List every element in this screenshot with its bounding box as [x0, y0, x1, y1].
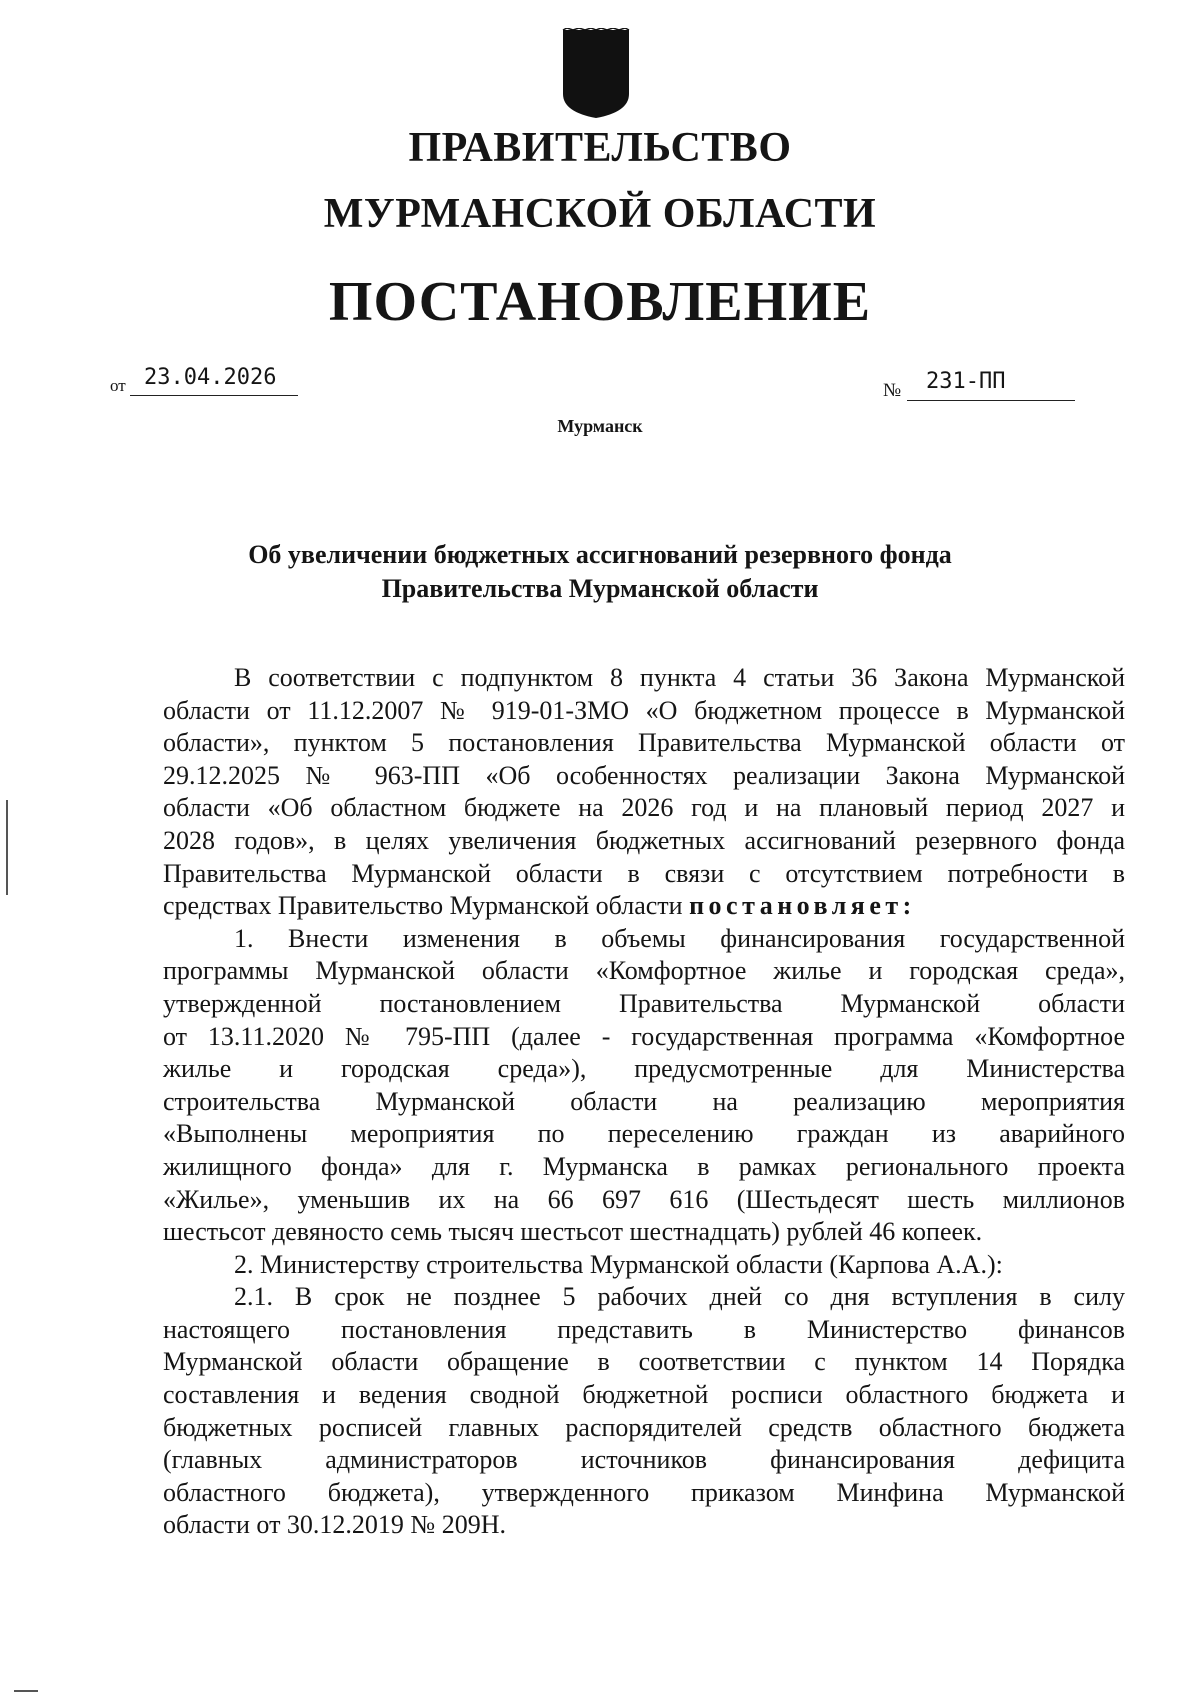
body-text: [163, 662, 1125, 1542]
preamble-line: области «Об областном бюджете на 2026 год и на плановый период 2027 и: [163, 793, 1125, 823]
city-name: Мурманск: [557, 416, 643, 436]
government-title-line1: ПРАВИТЕЛЬСТВО: [408, 125, 792, 171]
item2-1-line: области от 30.12.2019 № 209Н.: [163, 1510, 507, 1540]
item2-1-line: бюджетных росписей главных распорядителей средств областного бюджета: [163, 1412, 1125, 1442]
preamble-line: области», пунктом 5 постановления Правительства Мурманской области от: [163, 728, 1125, 758]
scan-artifact-bottom: [14, 1690, 38, 1692]
item1-line: жилищного фонда» для г. Мурманска в рамках регионального проекта: [163, 1151, 1125, 1181]
number-label: №: [883, 380, 902, 401]
item2-1-line: Мурманской области обращение в соответствии с пунктом 14 Порядка: [163, 1347, 1125, 1377]
item1-line: строительства Мурманской области на реализацию мероприятия: [163, 1086, 1125, 1116]
decides-word: постановляет:: [689, 891, 916, 921]
preamble-line: области от 11.12.2007 № 919-01-ЗМО «О бюджетном процессе в Мурманской: [163, 695, 1125, 725]
date-underline: [130, 395, 298, 396]
item2-1-line: областного бюджета), утвержденного приказом Минфина Мурманской: [163, 1477, 1125, 1507]
preamble-line: Правительства Мурманской области в связи с отсутствием потребности в: [163, 858, 1125, 888]
item2-1-line: составления и ведения сводной бюджетной росписи областного бюджета и: [163, 1380, 1125, 1410]
subject-line2: Правительства Мурманской области: [381, 574, 819, 603]
item1-line: жилье и городская среда»), предусмотренные для Министерства: [163, 1054, 1125, 1084]
item1-line: утвержденной постановлением Правительства Мурманской области: [163, 988, 1125, 1018]
item1-line: 1. Внести изменения в объемы финансирования государственной: [234, 923, 1125, 953]
item1-line: от 13.11.2020 № 795-ПП (далее - государственная программа «Комфортное: [163, 1021, 1125, 1051]
date-label: от: [110, 376, 126, 395]
preamble-line: В соответствии с подпунктом 8 пункта 4 статьи 36 Закона Мурманской: [234, 663, 1125, 692]
item1-line: «Жилье», уменьшив их на 66 697 616 (Шестьдесят шесть миллионов: [163, 1184, 1125, 1214]
item1-line: шестьсот девяносто семь тысяч шестьсот шестнадцать) рублей 46 копеек.: [163, 1217, 983, 1247]
government-title-line2: МУРМАНСКОЙ ОБЛАСТИ: [323, 191, 877, 237]
date-value: 23.04.2026: [144, 365, 277, 390]
scan-artifact-left: [6, 800, 8, 895]
preamble-line: 29.12.2025 № 963-ПП «Об особенностях реализации Закона Мурманской: [163, 760, 1125, 790]
number-value: 231-ПП: [926, 369, 1006, 394]
subject-line1: Об увеличении бюджетных ассигнований резервного фонда: [248, 540, 952, 569]
item2-1-line: 2.1. В срок не позднее 5 рабочих дней со дня вступления в силу: [234, 1282, 1125, 1312]
preamble-last-prefix: средствах Правительство Мурманской области: [163, 891, 683, 921]
coat-of-arms-emblem: [561, 28, 631, 120]
preamble-last-line: [163, 890, 1125, 923]
item2-1-line: настоящего постановления представить в Министерство финансов: [163, 1314, 1125, 1344]
item2-1-line: (главных администраторов источников финансирования дефицита: [163, 1445, 1125, 1475]
number-underline: [907, 400, 1075, 401]
item1-line: «Выполнены мероприятия по переселению граждан из аварийного: [163, 1119, 1125, 1149]
item2-line: 2. Министерству строительства Мурманской области (Карпова А.А.):: [234, 1249, 1003, 1279]
item1-line: программы Мурманской области «Комфортное жилье и городская среда»,: [163, 956, 1125, 986]
coat-of-arms-icon: [561, 28, 631, 120]
preamble-line: 2028 годов», в целях увеличения бюджетных ассигнований резервного фонда: [163, 825, 1125, 855]
document-type-title: ПОСТАНОВЛЕНИЕ: [328, 271, 872, 333]
